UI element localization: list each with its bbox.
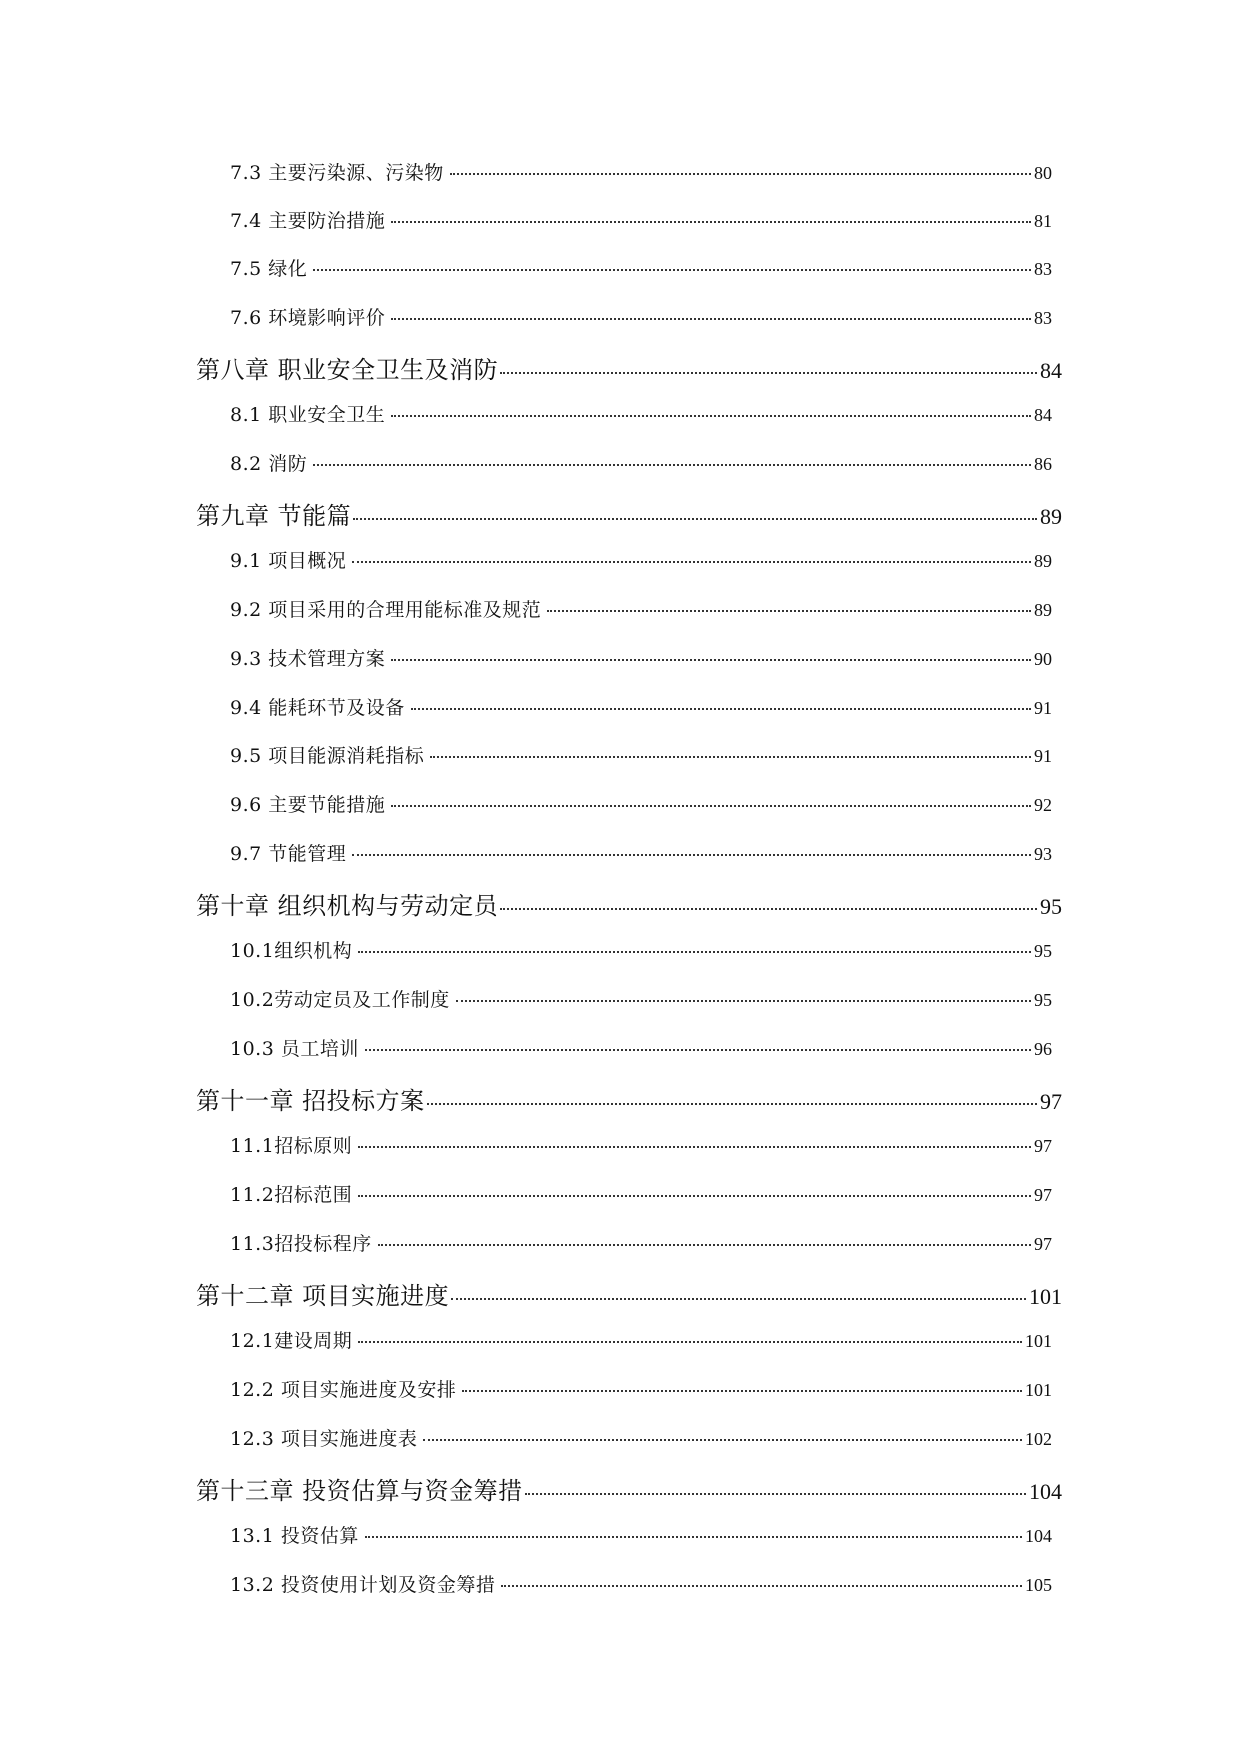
dot-leader: [411, 708, 1031, 710]
toc-entry-label: 10.1组织机构: [230, 940, 353, 962]
toc-entry-label: 10.2劳动定员及工作制度: [230, 989, 450, 1011]
toc-entry-page-number: 93: [1034, 844, 1052, 864]
dot-leader: [378, 1244, 1031, 1246]
toc-entry-page-number: 91: [1034, 746, 1052, 766]
dot-leader: [365, 1536, 1022, 1538]
toc-entry-label: 11.2招标范围: [230, 1184, 353, 1206]
toc-entry-12-3[interactable]: [230, 1424, 1052, 1451]
toc-entry-8-2[interactable]: [230, 449, 1052, 476]
toc-entry-page-number: 102: [1025, 1429, 1052, 1449]
dot-leader: [358, 1146, 1031, 1148]
toc-entry-9-6[interactable]: [230, 790, 1052, 817]
toc-entry-label: 9.7 节能管理: [230, 843, 347, 865]
dot-leader: [391, 805, 1031, 807]
toc-entry-page-number: 101: [1025, 1331, 1052, 1351]
toc-entry-label: 7.4 主要防治措施: [230, 210, 386, 232]
toc-entry-label: 7.6 环境影响评价: [230, 307, 386, 329]
dot-leader: [500, 908, 1037, 910]
toc-entry-8-1[interactable]: [230, 400, 1052, 427]
toc-entry-7-3[interactable]: [230, 158, 1052, 185]
toc-chapter-page-number: 95: [1040, 894, 1062, 919]
toc-entry-9-3[interactable]: [230, 644, 1052, 671]
dot-leader: [500, 372, 1037, 374]
toc-entry-page-number: 101: [1025, 1380, 1052, 1400]
toc-entry-12-1[interactable]: [230, 1326, 1052, 1353]
toc-entry-page-number: 81: [1034, 211, 1052, 231]
toc-entry-page-number: 95: [1034, 941, 1052, 961]
toc-entry-7-5[interactable]: [230, 254, 1052, 281]
toc-entry-11-1[interactable]: [230, 1131, 1052, 1158]
toc-entry-label: 7.5 绿化: [230, 258, 308, 280]
dot-leader: [352, 561, 1031, 563]
toc-entry-page-number: 83: [1034, 259, 1052, 279]
toc-entry-10-1[interactable]: [230, 936, 1052, 963]
toc-entry-page-number: 90: [1034, 649, 1052, 669]
toc-entry-label: 12.1建设周期: [230, 1330, 353, 1352]
toc-entry-label: 9.2 项目采用的合理用能标准及规范: [230, 599, 542, 621]
toc-entry-10-2[interactable]: [230, 985, 1052, 1012]
dot-leader: [462, 1390, 1022, 1392]
toc-entry-label: 9.6 主要节能措施: [230, 794, 386, 816]
toc-entry-9-7[interactable]: [230, 839, 1052, 866]
toc-entry-label: 13.2 投资使用计划及资金筹措: [230, 1574, 496, 1596]
toc-entry-13-1[interactable]: [230, 1521, 1052, 1548]
dot-leader: [427, 1103, 1037, 1105]
toc-chapter-page-number: 104: [1029, 1479, 1062, 1504]
toc-entry-7-4[interactable]: [230, 206, 1052, 233]
toc-chapter-page-number: 84: [1040, 358, 1062, 383]
toc-chapter-11[interactable]: [196, 1081, 1062, 1116]
toc-entry-page-number: 92: [1034, 795, 1052, 815]
toc-entry-page-number: 91: [1034, 698, 1052, 718]
toc-entry-page-number: 89: [1034, 600, 1052, 620]
dot-leader: [358, 1195, 1031, 1197]
toc-entry-11-3[interactable]: [230, 1229, 1052, 1256]
toc-entry-page-number: 105: [1025, 1575, 1052, 1595]
dot-leader: [313, 464, 1031, 466]
dot-leader: [358, 951, 1031, 953]
dot-leader: [391, 415, 1031, 417]
toc-entry-label: 11.3招投标程序: [230, 1233, 372, 1255]
toc-entry-label: 9.1 项目概况: [230, 550, 347, 572]
toc-entry-9-1[interactable]: [230, 546, 1052, 573]
dot-leader: [391, 659, 1031, 661]
toc-chapter-label: 第十一章 招投标方案: [196, 1087, 425, 1115]
toc-chapter-page-number: 97: [1040, 1089, 1062, 1114]
toc-chapter-label: 第十二章 项目实施进度: [196, 1282, 450, 1310]
toc-entry-label: 10.3 员工培训: [230, 1038, 359, 1060]
toc-chapter-page-number: 101: [1029, 1284, 1062, 1309]
toc-entry-label: 13.1 投资估算: [230, 1525, 359, 1547]
toc-entry-label: 9.3 技术管理方案: [230, 648, 386, 670]
toc-chapter-8[interactable]: [196, 350, 1062, 385]
dot-leader: [391, 221, 1031, 223]
dot-leader: [501, 1585, 1022, 1587]
toc-entry-page-number: 86: [1034, 454, 1052, 474]
dot-leader: [430, 756, 1031, 758]
toc-entry-page-number: 96: [1034, 1039, 1052, 1059]
toc-chapter-page-number: 89: [1040, 504, 1062, 529]
toc-chapter-label: 第九章 节能篇: [196, 502, 352, 530]
toc-entry-page-number: 104: [1025, 1526, 1052, 1546]
toc-entry-page-number: 84: [1034, 405, 1052, 425]
toc-entry-label: 9.5 项目能源消耗指标: [230, 745, 425, 767]
toc-entry-page-number: 80: [1034, 163, 1052, 183]
toc-entry-9-2[interactable]: [230, 595, 1052, 622]
dot-leader: [525, 1493, 1026, 1495]
dot-leader: [353, 518, 1037, 520]
toc-chapter-10[interactable]: [196, 886, 1062, 921]
toc-entry-9-5[interactable]: [230, 741, 1052, 768]
dot-leader: [450, 173, 1031, 175]
dot-leader: [313, 269, 1031, 271]
dot-leader: [423, 1439, 1022, 1441]
toc-entry-page-number: 97: [1034, 1234, 1052, 1254]
dot-leader: [456, 1000, 1031, 1002]
toc-entry-page-number: 89: [1034, 551, 1052, 571]
toc-chapter-label: 第十章 组织机构与劳动定员: [196, 892, 499, 920]
dot-leader: [352, 854, 1031, 856]
dot-leader: [451, 1298, 1026, 1300]
toc-entry-label: 11.1招标原则: [230, 1135, 353, 1157]
toc-entry-page-number: 97: [1034, 1136, 1052, 1156]
toc-chapter-label: 第八章 职业安全卫生及消防: [196, 356, 499, 384]
toc-entry-page-number: 95: [1034, 990, 1052, 1010]
toc-entry-7-6[interactable]: [230, 303, 1052, 330]
toc-chapter-label: 第十三章 投资估算与资金筹措: [196, 1477, 523, 1505]
dot-leader: [358, 1341, 1022, 1343]
toc-entry-9-4[interactable]: [230, 693, 1052, 720]
toc-entry-label: 8.1 职业安全卫生: [230, 404, 386, 426]
toc-entry-11-2[interactable]: [230, 1180, 1052, 1207]
toc-entry-12-2[interactable]: [230, 1375, 1052, 1402]
toc-chapter-9[interactable]: [196, 496, 1062, 531]
toc-entry-page-number: 97: [1034, 1185, 1052, 1205]
toc-entry-13-2[interactable]: [230, 1570, 1052, 1597]
dot-leader: [547, 610, 1031, 612]
toc-entry-label: 9.4 能耗环节及设备: [230, 697, 405, 719]
toc-chapter-12[interactable]: [196, 1276, 1062, 1311]
toc-entry-label: 7.3 主要污染源、污染物: [230, 162, 444, 184]
dot-leader: [365, 1049, 1031, 1051]
toc-entry-page-number: 83: [1034, 308, 1052, 328]
toc-entry-label: 12.3 项目实施进度表: [230, 1428, 418, 1450]
toc-entry-label: 8.2 消防: [230, 453, 308, 475]
toc-entry-10-3[interactable]: [230, 1034, 1052, 1061]
toc-entry-label: 12.2 项目实施进度及安排: [230, 1379, 457, 1401]
dot-leader: [391, 318, 1031, 320]
toc-chapter-13[interactable]: [196, 1471, 1062, 1506]
